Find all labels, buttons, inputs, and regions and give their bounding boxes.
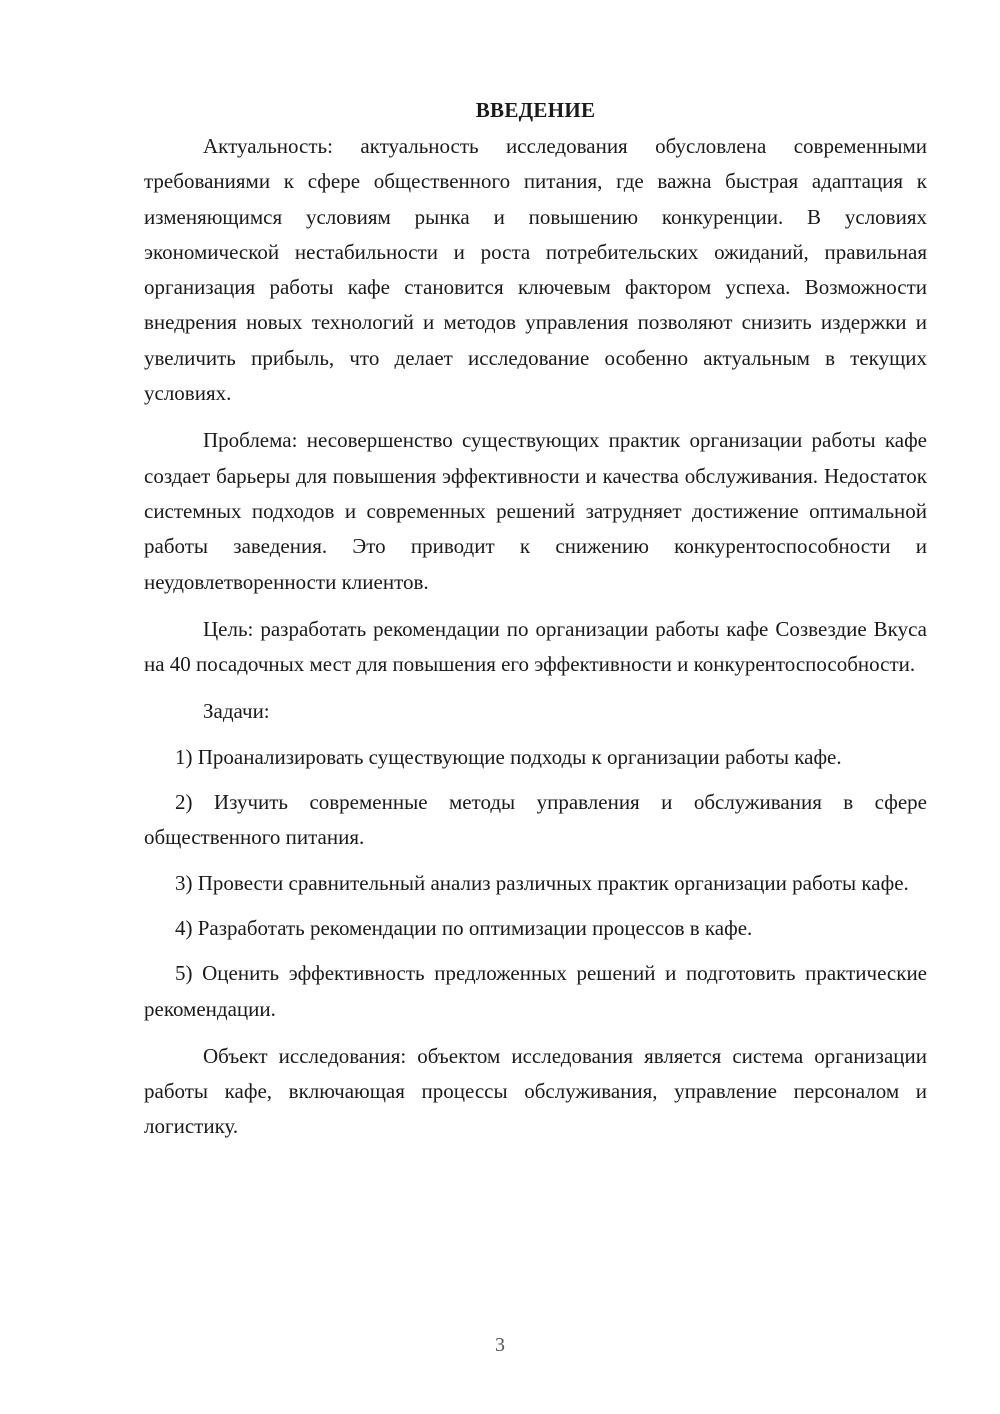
goal-paragraph: Цель: разработать рекомендации по организации работы кафе Созвездие Вкуса на 40 посадочных мест для повышения его эффективности и конкурентоспособности. <box>144 616 927 677</box>
task-item-4: 4) Разработать рекомендации по оптимизации процессов в кафе. <box>175 915 753 940</box>
document-page <box>144 95 927 1145</box>
task-item-1: 1) Проанализировать существующие подходы к организации работы кафе. <box>175 744 842 769</box>
relevance-paragraph: Актуальность: актуальность исследования обусловлена современными требованиями к сфере общественного питания, где важна быстрая адаптация к изменяющимся условиям рынка и повышению конкуренции. В условиях экономической нестабильности и роста потребительских ожиданий, правильная организация работы кафе становится ключевым фактором успеха. Возможности внедрения новых технологий и методов управления позволяют снизить издержки и увеличить прибыль, что делает исследование особенно актуальным в текущих условиях. <box>144 134 927 406</box>
task-item-5: 5) Оценить эффективность предложенных решений и подготовить практические рекомендации. <box>144 961 927 1021</box>
page-number: 3 <box>495 1334 505 1356</box>
section-heading: ВВЕДЕНИЕ <box>475 98 596 122</box>
tasks-label: Задачи: <box>203 699 270 724</box>
problem-paragraph: Проблема: несовершенство существующих практик организации работы кафе создает барьеры для повышения эффективности и качества обслуживания. Недостаток системных подходов и современных решений затрудняет достижение оптимальной работы заведения. Это приводит к снижению конкурентоспособности и неудовлетворенности клиентов. <box>144 428 927 594</box>
task-item-2: 2) Изучить современные методы управления и обслуживания в сфере общественного питания. <box>144 790 927 850</box>
object-paragraph: Объект исследования: объектом исследования является система организации работы кафе, включающая процессы обслуживания, управление персоналом и логистику. <box>144 1043 927 1139</box>
task-item-3: 3) Провести сравнительный анализ различных практик организации работы кафе. <box>175 870 909 895</box>
